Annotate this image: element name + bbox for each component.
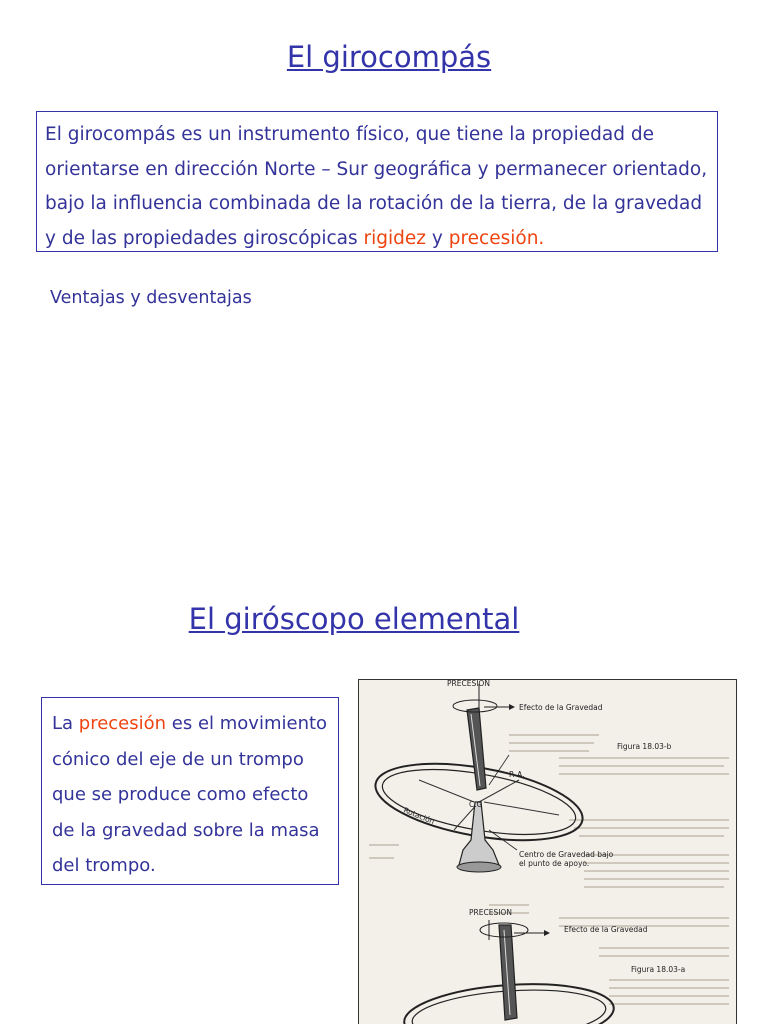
label-centro-2: el punto de apoyo.: [519, 859, 590, 868]
label-rotacion: Rotación: [402, 805, 436, 827]
label-precesion-top: PRECESION: [447, 680, 490, 688]
definition-text: El girocompás es un instrumento físico, que tiene la propiedad de orientarse en dirección Norte – Sur geográfica y permanecer orientado, bajo la influencia combinada de la rotación de la tierra, de la gravedad y de las propiedades giroscópicas: [45, 124, 708, 249]
label-cg: C.G: [469, 800, 483, 809]
precession-text: es el movimiento cónico del eje de un trompo que se produce como efecto de la gravedad sobre la masa del trompo.: [52, 713, 328, 876]
label-centro-1: Centro de Gravedad bajo: [519, 850, 614, 859]
highlight-precesion-term: precesión: [78, 713, 167, 734]
gyroscope-illustration: [359, 680, 737, 1024]
gyroscope-bottom: [402, 920, 616, 1024]
label-precesion-bottom: PRECESION: [469, 908, 512, 917]
label-pa: P. A.: [509, 770, 525, 779]
precession-box: [41, 697, 339, 885]
gyroscope-figure: [358, 679, 737, 1024]
slide-title-giroscopo: El giróscopo elemental: [188, 602, 520, 636]
label-gravedad-bottom: Efecto de la Gravedad: [564, 925, 648, 934]
highlight-precesion: precesión.: [448, 227, 545, 249]
slide-title-girocompas: El girocompás: [286, 40, 492, 74]
label-figura-b: Figura 18.03-b: [617, 742, 672, 751]
subheading-ventajas: Ventajas y desventajas: [50, 288, 252, 308]
gyroscope-top: [370, 684, 589, 872]
definition-connector: y: [426, 227, 449, 249]
label-figura-a: Figura 18.03-a: [631, 965, 686, 974]
label-gravedad-top: Efecto de la Gravedad: [519, 703, 603, 712]
background-text-lines: [369, 735, 729, 1004]
highlight-rigidez: rigidez: [363, 227, 426, 249]
precession-prefix: La: [52, 713, 79, 734]
definition-box: [36, 111, 718, 252]
